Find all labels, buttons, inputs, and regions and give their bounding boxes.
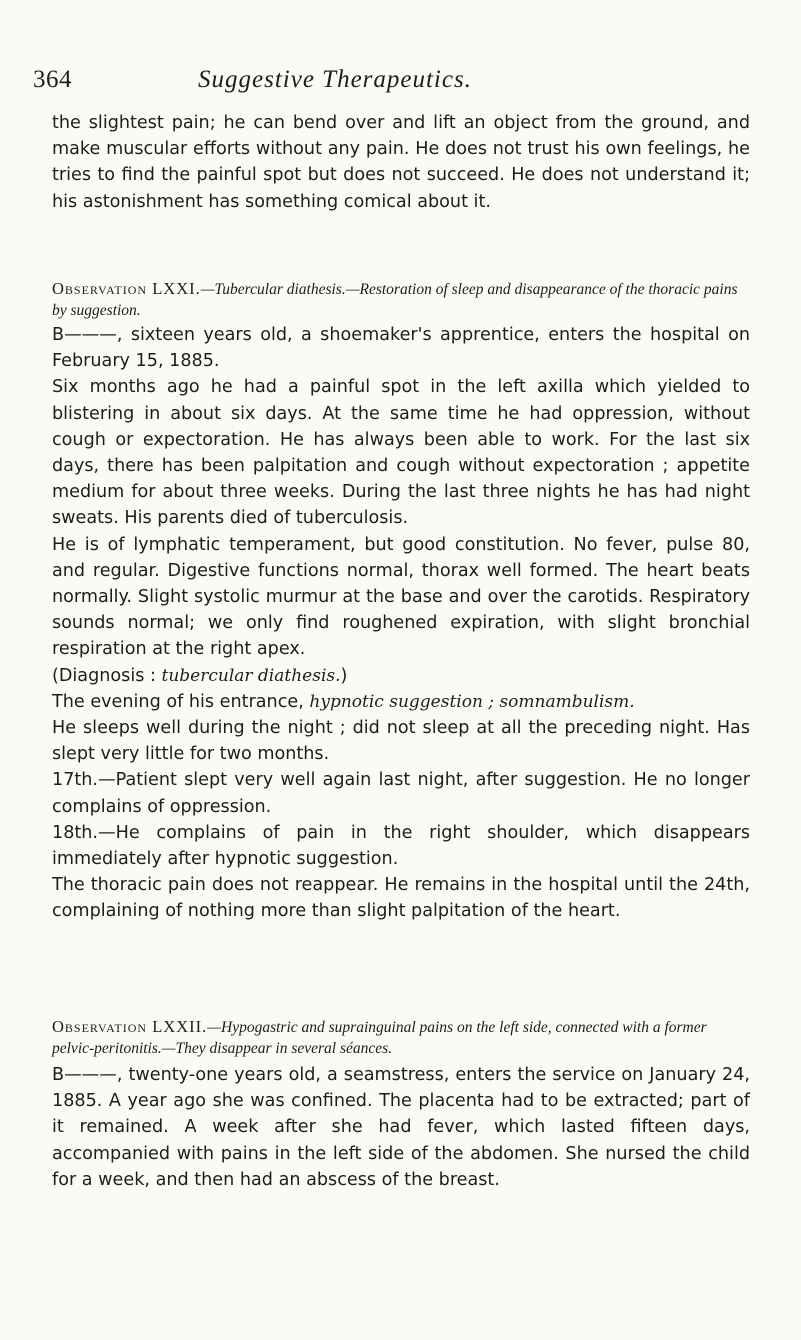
observation-72-body (52, 1062, 750, 1193)
observation-71-body (52, 322, 750, 925)
observation-72-paragraph: B———, twenty-one years old, a seamstress, enters the service on January 24, 1885. A year ago she was confined. The placenta had to be extracted; part of it remained. A week after she had fever, which lasted fifteen days, accompanied with pains in the left side of the abdomen. She nursed the child for a week, and then had an abscess of the breast. (52, 1065, 750, 1190)
observation-71-paragraph: He sleeps well during the night ; did not sleep at all the preceding night. Has slept very little for two months. (52, 718, 750, 765)
observation-71-paragraph: 18th.—He complains of pain in the right shoulder, which disappears immediately after hypnotic suggestion. (52, 822, 750, 870)
opening-paragraph: the slightest pain; he can bend over and lift an object from the ground, and make muscular efforts without any pain. He does not trust his own feelings, he tries to find the painful spot but does not succeed. He does not understand it; his astonishment has something comical about it. (52, 113, 750, 212)
observation-71-paragraph: B———, sixteen years old, a shoemaker's apprentice, enters the hospital on February 15, 1885. (52, 325, 750, 372)
observation-71-paragraph: 17th.—Patient slept very well again last night, after suggestion. He no longer complains of oppression. (52, 770, 750, 817)
treatment-term: hypnotic suggestion ; somnambulism. (309, 691, 635, 712)
diagnosis-prefix: (Diagnosis : (52, 665, 162, 686)
observation-71-heading (52, 278, 750, 321)
observation-71-paragraph: He is of lymphatic temperament, but good constitution. No fever, pulse 80, and regular. Digestive functions normal, thorax well formed. The heart beats normally. Slight systolic murmur at the base and over the carotids. Respiratory sounds normal; we only find roughened expiration, with slight bronchial respiration at the right apex. (52, 534, 750, 660)
observation-72-heading (52, 1016, 750, 1059)
observation-71-paragraph: Six months ago he had a painful spot in the left axilla which yielded to blistering in about six days. At the same time he had oppression, without cough or expectoration. He has always been able to work. For the last six days, there has been palpitation and cough without expectoration ; appetite medium for about three weeks. During the last three nights he has had night sweats. His parents died of tuberculosis. (52, 377, 750, 529)
running-head (33, 66, 753, 106)
observation-71-label: Observation LXXI. (52, 279, 201, 298)
treatment-prefix: The evening of his entrance, (52, 691, 310, 712)
observation-72-label: Observation LXXII. (52, 1017, 208, 1036)
observation-71-paragraph: The thoracic pain does not reappear. He remains in the hospital until the 24th, complaining of nothing more than slight palpitation of the heart. (52, 875, 750, 922)
observation-71-diagnosis (52, 663, 750, 689)
diagnosis-term: tubercular diathesis. (161, 665, 341, 686)
observation-71-treatment (52, 689, 750, 715)
page-number: 364 (33, 66, 72, 93)
observation-71-title: —Tubercular diathesis.—Restoration of sleep and disappearance of the thoracic pains by suggestion. (52, 281, 738, 319)
observation-72-title: —Hypogastric and suprainguinal pains on the left side, connected with a former pelvic-peritonitis.—They disappear in several séances. (52, 1019, 707, 1057)
diagnosis-suffix: ) (340, 665, 348, 686)
running-title: Suggestive Therapeutics. (198, 66, 472, 93)
